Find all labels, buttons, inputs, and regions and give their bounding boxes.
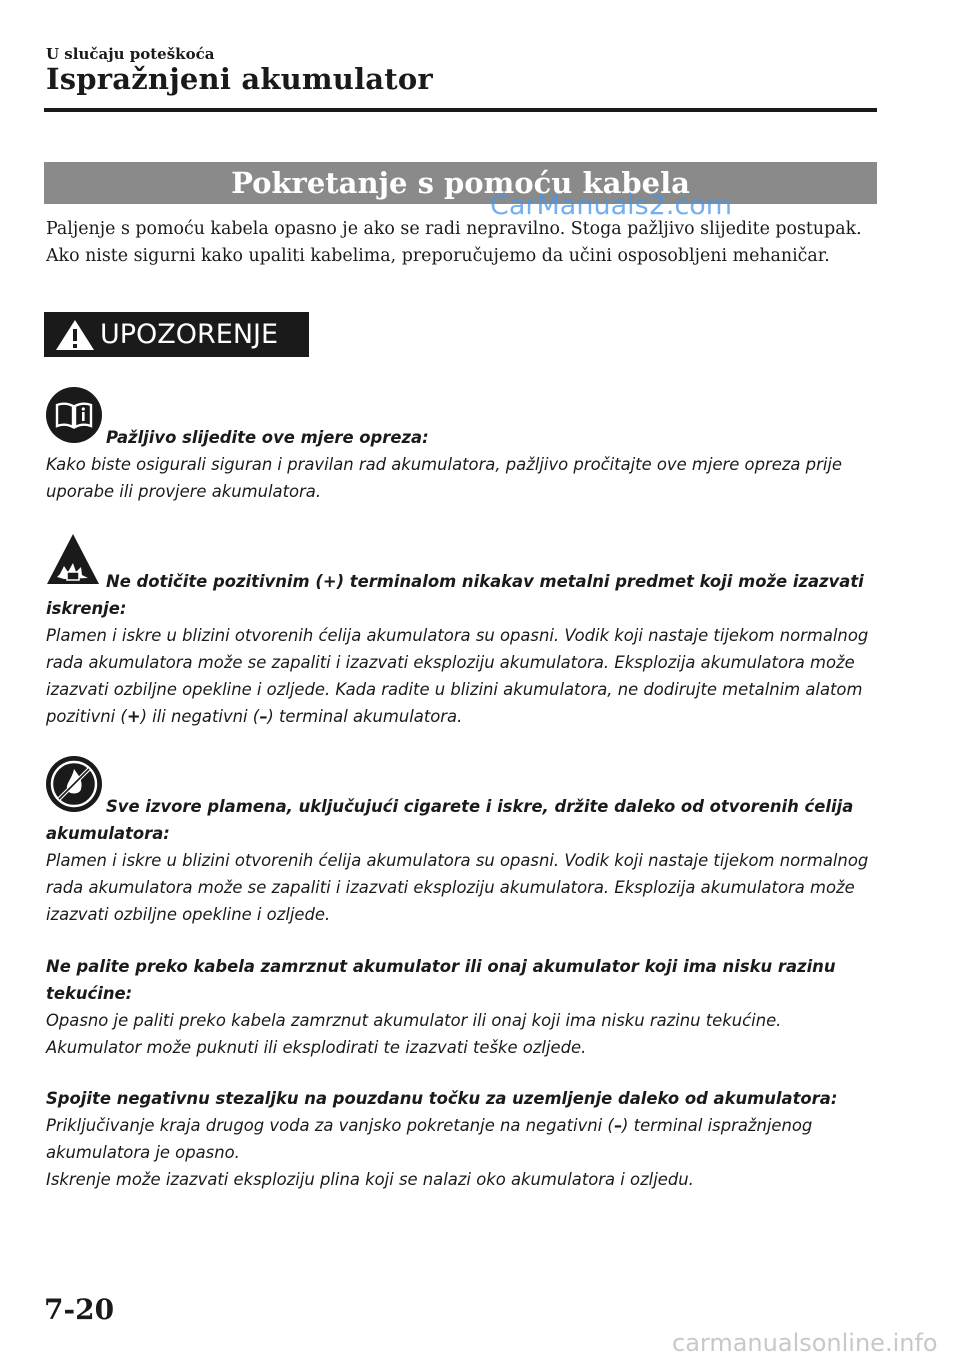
warning-label: UPOZORENJE (100, 319, 279, 350)
warning-heading-4: Ne palite preko kabela zamrznut akumulator ili onaj akumulator koji ima nisku razinu tekućine: (46, 957, 836, 1003)
warning-body-5: Priključivanje kraja drugog voda za vanjsko pokretanje na negativni (–) terminal ispražnjenog akumulatora je opasno. (46, 1112, 876, 1166)
positive-symbol: + (322, 572, 337, 591)
footer-watermark: carmanualsonline.info (672, 1329, 938, 1357)
warning-block-5 (46, 1085, 876, 1193)
page-number: 7-20 (44, 1293, 115, 1326)
watermark: CarManuals2.com (490, 190, 733, 221)
warning-body-1: Kako biste osigurali siguran i pravilan rad akumulatora, pažljivo pročitajte ove mjere opreza prije uporabe ili provjere akumulatora. (46, 455, 843, 501)
negative-symbol: – (613, 1116, 623, 1135)
section-banner: Pokretanje s pomoću kabela (44, 162, 877, 204)
warning-heading-5: Spojite negativnu stezaljku na pouzdanu točku za uzemljenje daleko od akumulatora: (46, 1089, 838, 1108)
warning-block-3 (46, 793, 876, 928)
section-label: U slučaju poteškoća (46, 45, 215, 63)
warning-block-4 (46, 953, 876, 1061)
warning-body-5b: Iskrenje može izazvati eksploziju plina koji se nalazi oko akumulatora i ozljedu. (46, 1170, 694, 1189)
intro-paragraph: Paljenje s pomoću kabela opasno je ako se radi nepravilno. Stoga pažljivo slijedite postupak. Ako niste sigurni kako upaliti kabelima, preporučujemo da učini osposobljeni mehaničar. (46, 219, 862, 266)
positive-symbol: + (126, 707, 141, 726)
negative-symbol: – (259, 707, 268, 726)
warning-heading-3: Sve izvore plamena, uključujući cigarete i iskre, držite daleko od otvorenih ćelija akumulatora: (46, 797, 854, 843)
warning-badge (44, 312, 309, 357)
warning-block-1 (46, 424, 876, 505)
warning-block-2 (46, 568, 876, 730)
warning-body-2: Plamen i iskre u blizini otvorenih ćelija akumulatora su opasni. Vodik koji nastaje tijekom normalnog rada akumulatora može se zapaliti i izazvati eksploziju akumulatora. Eksplozija akumulatora može izazvati ozbiljne opekline i ozljede. Kada radite u blizini akumulatora, ne dodirujte metalnim alatom pozitivni (+) ili negativni (–) terminal akumulatora. (46, 622, 876, 730)
warning-body-4: Opasno je paliti preko kabela zamrznut akumulator ili onaj koji ima nisku razinu tekućine. Akumulator može puknuti ili eksplodirati te izazvati teške ozljede. (46, 1011, 782, 1057)
title-divider (44, 108, 877, 112)
warning-body-3: Plamen i iskre u blizini otvorenih ćelija akumulatora su opasni. Vodik koji nastaje tijekom normalnog rada akumulatora može se zapaliti i izazvati eksploziju akumulatora. Eksplozija akumulatora može izazvati ozbiljne opekline i ozljede. (46, 851, 869, 924)
warning-heading-1: Pažljivo slijedite ove mjere opreza: (106, 428, 429, 447)
warning-heading-2: Ne dotičite pozitivnim (+) terminalom nikakav metalni predmet koji može izazvati iskrenje: (46, 568, 876, 622)
chapter-title: Ispražnjeni akumulator (46, 62, 433, 96)
warning-triangle-icon (53, 317, 97, 353)
